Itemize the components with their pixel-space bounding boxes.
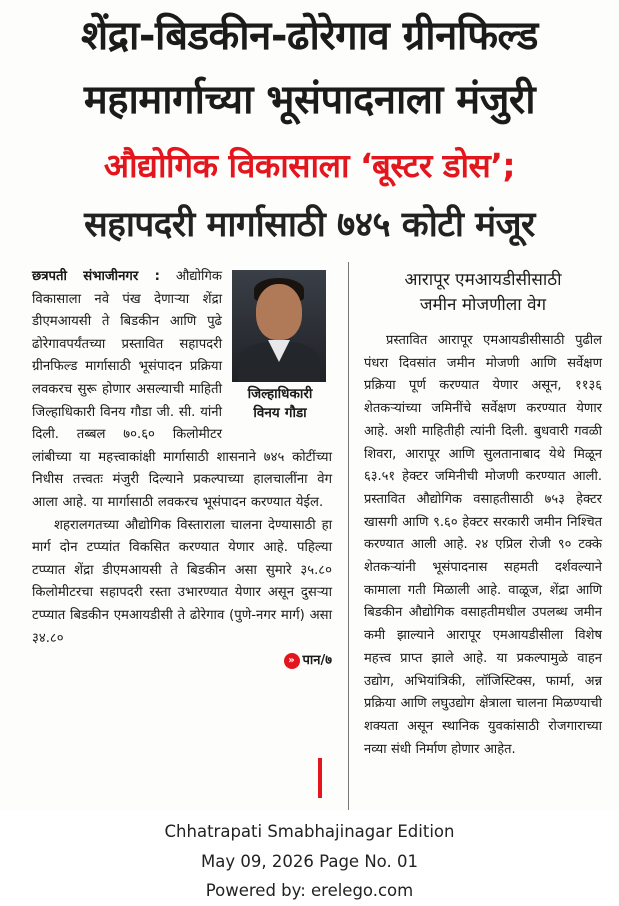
double-chevron-right-icon: » (284, 653, 300, 669)
photo-face (256, 284, 302, 340)
dateline: छत्रपती संभाजीनगर : (32, 269, 160, 284)
accent-bar (318, 758, 322, 798)
sidebar-headline-line-1: आरापूर एमआयडीसीसाठी (404, 270, 562, 290)
sidebar-headline-line-2: जमीन मोजणीला वेग (419, 295, 547, 315)
main-story (32, 266, 332, 673)
footer-edition: Chhatrapati Smabhajinagar Edition (164, 822, 455, 841)
continued-on-label: पान/७ (302, 653, 332, 669)
photo-caption-name: विनय गौडा (253, 405, 307, 421)
story-paragraph-1-text: औद्योगिक विकासाला नवे पंख देणाऱ्या शेंद्रा डीएमआयसी ते बिडकीन आणि पुढे ढोरेगावपर्यंतच्या प्रस्तावित सहापदरी ग्रीनफिल्ड मार्गासाठी भूसंपादन प्रक्रिया लवकरच सुरू होणार असल्याची माहिती जिल्हाधिकारी विनय गौडा जी. सी. यांनी दिली. तब्बल ७०.६० किलोमीटर लांबीच्या या महत्त्वाकांक्षी मार्गासाठी शासनाने ७४५ कोटींच्या निधीस तत्त्वतः मंजुरी दिल्याने प्रकल्पाच्या हालचालींना वेग आला आहे. या मार्गासाठी लवकरच भूसंपादन करण्यात येईल. (32, 269, 332, 510)
subheadline-red: औद्योगिक विकासाला ‘बूस्टर डोस’; (103, 146, 516, 185)
footer-date-page: May 09, 2026 Page No. 01 (201, 852, 418, 871)
story-paragraph-2: शहरालगतच्या औद्योगिक विस्ताराला चालना देण्यासाठी हा मार्ग दोन टप्प्यांत विकसित करण्यात येणार आहे. पहिल्या टप्प्यात शेंद्रा डीएमआयसी ते बिडकीन असा सुमारे ३५.८० किलोमीटरचा सहापदरी रस्ता उभारण्यात येणार असून दुसऱ्या टप्प्यात बिडकीन एमआयडीसी ते ढोरेगाव (पुणे-नगर मार्ग) असा ३४.८० (32, 517, 332, 646)
sidebar-headline (364, 268, 602, 318)
story-paragraph-1 (32, 266, 332, 515)
sidebar-story (364, 268, 602, 761)
subheadline-black: सहापदरी मार्गासाठी ७४५ कोटी मंजूर (84, 205, 535, 245)
photo-caption-title: जिल्हाधिकारी (247, 386, 313, 402)
continued-on-page[interactable] (32, 650, 332, 673)
photo-caption (228, 385, 332, 423)
headline-line-1: शेंद्रा-बिडकीन-ढोरेगाव ग्रीनफिल्ड (81, 13, 538, 59)
photo-block (228, 270, 332, 423)
headline-line-2: महामार्गाच्या भूसंपादनाला मंजुरी (83, 77, 536, 123)
column-divider (348, 262, 349, 810)
footer-powered-by: Powered by: erelego.com (205, 881, 414, 900)
collector-photo (232, 270, 326, 382)
sidebar-body: प्रस्तावित आरापूर एमआयडीसीसाठी पुढील पंधरा दिवसांत जमीन मोजणी आणि सर्वेक्षण प्रक्रिया पूर्ण करण्यात येणार असून, ११३६ शेतकऱ्यांच्या जमिनींचे सर्वेक्षण करण्यात येणार आहे. अशी माहितीही त्यांनी दिली. बुधवारी गवळी शिवरा, आरापूर आणि सुलतानाबाद येथे मिळून ६३.५१ हेक्टर जमिनीची मोजणी करण्यात आली. प्रस्तावित औद्योगिक वसाहतीसाठी ७५३ हेक्टर खासगी आणि ९.६० हेक्टर सरकारी जमीन निश्चित करण्यात आली आहे. २४ एप्रिल रोजी ९० टक्के शेतकऱ्यांनी भूसंपादनास सहमती दर्शवल्याने कामाला गती मिळाली आहे. वाळूज, शेंद्रा आणि बिडकीन औद्योगिक वसाहतीमधील उपलब्ध जमीन कमी झाल्याने आरापूर एमआयडीसीला विशेष महत्त्व प्राप्त झाले आहे. या प्रकल्पामुळे वाहन उद्योग, अभियांत्रिकी, लॉजिस्टिक्स, फार्मा, अन्न प्रक्रिया आणि लघुउद्योग क्षेत्राला चालना मिळण्याची शक्यता असून स्थानिक युवकांसाठी रोजगाराच्या नव्या संधी निर्माण होणार आहेत. (364, 333, 602, 757)
